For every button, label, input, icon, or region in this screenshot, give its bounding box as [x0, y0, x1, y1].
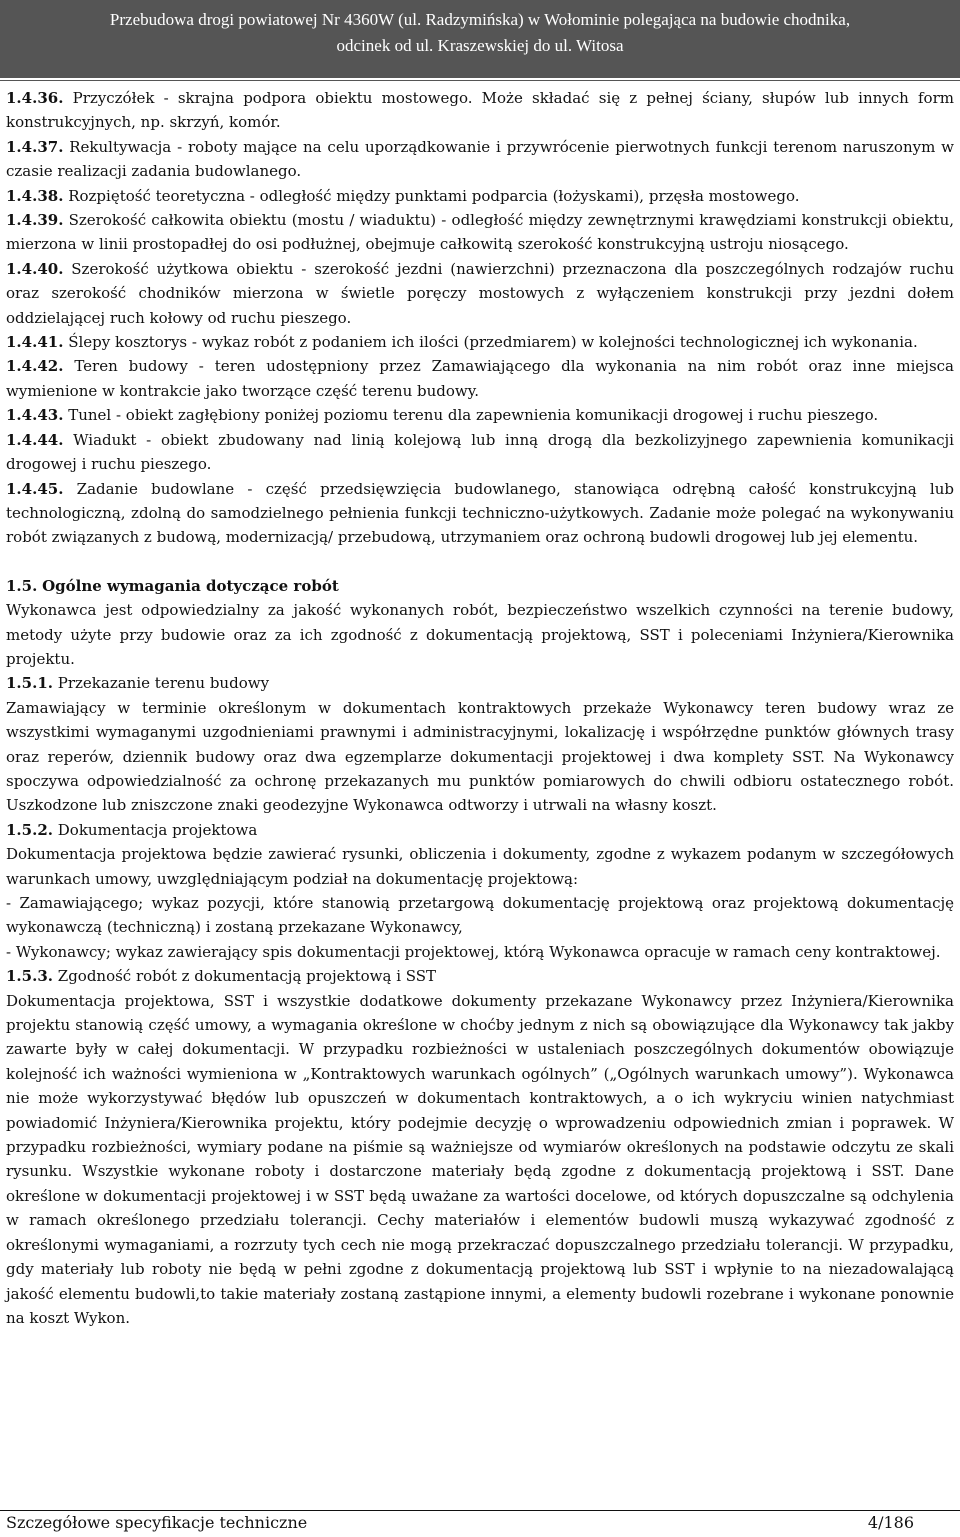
section-1-5-1-heading: 1.5.1. Przekazanie terenu budowy — [6, 674, 270, 693]
definition-1-4-42: 1.4.42. Teren budowy - teren udostępniony przez Zamawiającego dla wykonania na nim robót oraz inne miejsca wymienione w kontrakcie jako tworzące część terenu budowy. — [6, 357, 954, 400]
section-1-5-text: Wykonawca jest odpowiedzialny za jakość wykonanych robót, bezpieczeństwo wszelkich czynności na terenie budowy, metody użyte przy budowie oraz za ich zgodność z dokumentacją projektową, SST i poleceniami Inżyniera/Kierownika projektu. — [6, 601, 954, 668]
section-spacer — [6, 550, 954, 574]
page-number: 4/186 — [867, 1513, 914, 1532]
section-1-5-2-item-2: - Wykonawcy; wykaz zawierający spis dokumentacji projektowej, którą Wykonawca opracuje w ramach ceny kontraktowej. — [6, 942, 941, 961]
definition-1-4-39: 1.4.39. Szerokość całkowita obiektu (mostu / wiaduktu) - odległość między zewnętrznymi krawędziami konstrukcji obiektu, mierzona w linii prostopadłej do osi podłużnej, obejmuje całkowitą szerokość konstrukcyjną ustroju niosącego. — [6, 211, 954, 254]
section-1-5-1-text: Zamawiający w terminie określonym w dokumentach kontraktowych przekaże Wykonawcy teren budowy wraz ze wszystkimi wymaganymi uzgodnieniami prawnymi i administracyjnymi, lokalizację i współrzędne punktów głównych trasy oraz reperów, dziennik budowy oraz dwa egzemplarze dokumentacji projektowej i dwa komplety SST. Na Wykonawcy spoczywa odpowiedzialność za ochronę przekazanych mu punktów pomiarowych do chwili odbioru ostatecznego robót. Uszkodzone lub zniszczone znaki geodezyjne Wykonawca odtworzy i utrwali na własny koszt. — [6, 698, 954, 815]
section-1-5-3-heading: 1.5.3. Zgodność robót z dokumentacją projektową i SST — [6, 967, 437, 986]
footer-document-title: Szczegółowe specyfikacje techniczne — [6, 1513, 308, 1532]
section-1-5-2-item-1: - Zamawiającego; wykaz pozycji, które stanowią przetargową dokumentację projektową oraz projektową dokumentację wykonawczą (techniczną) i zostaną przekazane Wykonawcy, — [6, 894, 954, 937]
definition-1-4-43: 1.4.43. Tunel - obiekt zagłębiony poniżej poziomu terenu dla zapewnienia komunikacji drogowej i ruchu pieszego. — [6, 406, 879, 425]
definition-1-4-41: 1.4.41. Ślepy kosztorys - wykaz robót z podaniem ich ilości (przedmiarem) w kolejności technologicznej ich wykonania. — [6, 333, 918, 352]
section-1-5-3-text: Dokumentacja projektowa, SST i wszystkie dodatkowe dokumenty przekazane Wykonawcy przez Inżyniera/Kierownika projektu stanowią część umowy, a wymagania określone w choćby jednym z nich są obowiązujące dla Wykonawcy tak jakby zawarte były w całej dokumentacji. W przypadku rozbieżności w ustaleniach poszczególnych dokumentów obowiązuje kolejność ich ważności wymieniona w „Kontraktowych warunkach ogólnych” („Ogólnych warunkach umowy”). Wykonawca nie może wykorzystywać błędów lub opuszczeń w dokumentach kontraktowych, a o ich wykryciu winien natychmiast powiadomić Inżyniera/Kierownika projektu, który podejmie decyzję o wprowadzeniu odpowiednich zmian i poprawek. W przypadku rozbieżności, wymiary podane na piśmie są ważniejsze od wymiarów określonych na podstawie odczytu ze skali rysunku. Wszystkie wykonane roboty i dostarczone materiały będą zgodne z dokumentacją projektową i SST. Dane określone w dokumentacji projektowej i w SST będą uważane za wartości docelowe, od których dopuszczalne są odchylenia w ramach określonego przedziału tolerancji. Cechy materiałów i elementów budowli muszą wykazywać zgodność z określonymi wymaganiami, a rozrzuty tych cech nie mogą przekraczać dopuszczalnego przedziału tolerancji. W przypadku, gdy materiały lub roboty nie będą w pełni zgodne z dokumentacją projektową lub SST i wpłynie to na niezadowalającą jakość elementu budowli,to takie materiały zostaną zastąpione innymi, a elementy budowli rozebrane i wykonane ponownie na koszt Wykon. — [6, 991, 954, 1327]
header-title-line2: odcinek od ul. Kraszewskiej do ul. Witosa — [336, 36, 624, 55]
definition-1-4-45: 1.4.45. Zadanie budowlane - część przedsięwzięcia budowlanego, stanowiąca odrębną całość konstrukcyjną lub technologiczną, zdolną do samodzielnego pełnienia funkcji techniczno-użytkowych. Zadanie może polegać na wykonywaniu robót związanych z budową, modernizacją/ przebudową, utrzymaniem oraz ochroną budowli drogowej lub jej elementu. — [6, 479, 954, 547]
definition-1-4-40: 1.4.40. Szerokość użytkowa obiektu - szerokość jezdni (nawierzchni) przeznaczona dla poszczególnych rodzajów ruchu oraz szerokość chodników mierzona w świetle poręczy mostowych z wyłączeniem konstrukcji przy jezdni dołem oddzielającej ruch kołowy od ruchu pieszego. — [6, 259, 954, 327]
footer-divider — [0, 1510, 960, 1511]
section-1-5-2-heading: 1.5.2. Dokumentacja projektowa — [6, 820, 258, 839]
section-1-5-heading: 1.5. Ogólne wymagania dotyczące robót — [6, 576, 339, 595]
definition-1-4-44: 1.4.44. Wiadukt - obiekt zbudowany nad linią kolejową lub inną drogą dla bezkolizyjnego zapewnienia komunikacji drogowej i ruchu pieszego. — [6, 430, 954, 474]
header-title-line1: Przebudowa drogi powiatowej Nr 4360W (ul. Radzymińska) w Wołominie polegająca na budowie chodnika, — [109, 10, 851, 29]
definition-1-4-38: 1.4.38. Rozpiętość teoretyczna - odległość między punktami podparcia (łożyskami), przęsła mostowego. — [6, 186, 800, 205]
definition-1-4-36: 1.4.36. Przyczółek - skrajna podpora obiektu mostowego. Może składać się z pełnej ściany, słupów lub innych form konstrukcyjnych, np. skrzyń, komór. — [6, 89, 954, 132]
page-header — [0, 0, 960, 78]
section-1-5-2-text: Dokumentacja projektowa będzie zawierać rysunki, obliczenia i dokumenty, zgodne z wykazem podanym w szczegółowych warunkach umowy, uwzględniającym podział na dokumentację projektową: — [6, 845, 954, 888]
header-divider — [0, 80, 960, 81]
page-footer — [6, 1512, 954, 1534]
definition-1-4-37: 1.4.37. Rekultywacja - roboty mające na celu uporządkowanie i przywrócenie pierwotnych funkcji terenom naruszonym w czasie realizacji zadania budowlanego. — [6, 137, 954, 181]
document-body — [6, 86, 954, 1330]
